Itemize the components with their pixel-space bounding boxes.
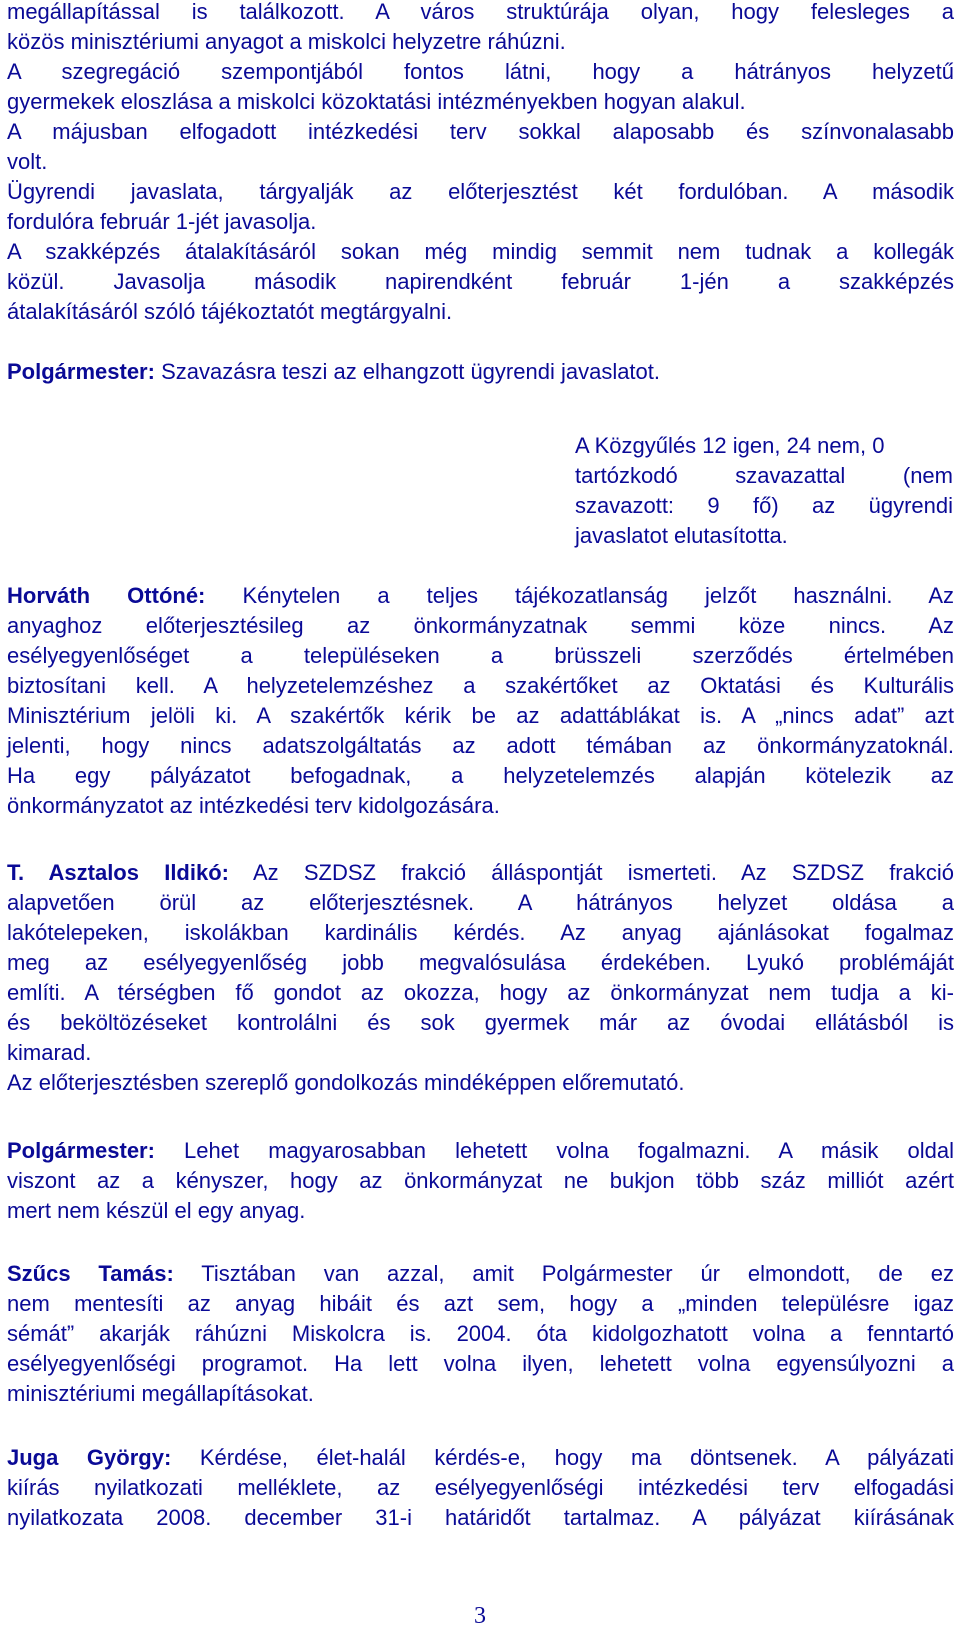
- juga-statement: [7, 1443, 954, 1533]
- vote-line: szavazott: 9 fő) az ügyrendi: [575, 493, 953, 518]
- vote-line: javaslatot elutasította.: [575, 523, 788, 548]
- mayor-statement-vote: [7, 357, 954, 387]
- text-line: T. Asztalos Ildikó: Az SZDSZ frakció álláspontját ismerteti. Az SZDSZ frakció: [7, 860, 954, 885]
- text-line: Az előterjesztésben szereplő gondolkozás mindéképpen előremutató.: [7, 1070, 685, 1095]
- speaker-name: Szűcs Tamás:: [7, 1261, 174, 1286]
- text-line: kiírás nyilatkozati melléklete, az esélyegyenlőségi intézkedési terv elfogadási: [7, 1475, 954, 1500]
- asztalos-statement: [7, 858, 954, 1098]
- text-line: minisztériumi megállapításokat.: [7, 1381, 314, 1406]
- vote-line: A Közgyűlés 12 igen, 24 nem, 0: [575, 433, 885, 458]
- speaker-name: Polgármester:: [7, 1138, 155, 1163]
- speaker-name: Horváth Ottóné:: [7, 583, 206, 608]
- text-line: átalakításáról szóló tájékoztatót megtárgyalni.: [7, 299, 453, 324]
- page-number: 3: [474, 1603, 486, 1629]
- text-line: mert nem készül el egy anyag.: [7, 1198, 306, 1223]
- speaker-name: Juga György:: [7, 1445, 172, 1470]
- text-line: fordulóra február 1-jét javasolja.: [7, 209, 317, 234]
- text-line: esélyegyenlőségi programot. Ha lett volna ilyen, lehetett volna egyensúlyozni a: [7, 1351, 954, 1376]
- text-line: megállapítással is találkozott. A város struktúrája olyan, hogy felesleges a: [7, 0, 954, 24]
- vote-line: tartózkodó szavazattal (nem: [575, 463, 953, 488]
- text-line: Ügyrendi javaslata, tárgyalják az előterjesztést két fordulóban. A második: [7, 179, 954, 204]
- speaker-name: Polgármester:: [7, 359, 155, 384]
- text-line: önkormányzatot az intézkedési terv kidolgozására.: [7, 793, 500, 818]
- vote-result: [575, 431, 953, 551]
- text-line: Horváth Ottóné: Kénytelen a teljes tájékozatlanság jelzőt használni. Az: [7, 583, 954, 608]
- text-line: Minisztérium jelöli ki. A szakértők kérik be az adattáblákat is. A „nincs adat” azt: [7, 703, 954, 728]
- text-line: kimarad.: [7, 1040, 92, 1065]
- text-line: volt.: [7, 149, 48, 174]
- statement-text: Szavazásra teszi az elhangzott ügyrendi javaslatot.: [154, 359, 661, 384]
- mayor-response: [7, 1136, 954, 1226]
- text-line: gyermekek eloszlása a miskolci közoktatási intézményekben hogyan alakul.: [7, 89, 746, 114]
- text-line: sémát” akarják ráhúzni Miskolcra is. 2004. óta kidolgozhatott volna a fenntartó: [7, 1321, 954, 1346]
- intro-paragraph: [7, 0, 954, 327]
- text-line: Szűcs Tamás: Tisztában van azzal, amit Polgármester úr elmondott, de ez: [7, 1261, 954, 1286]
- text-line: jelenti, hogy nincs adatszolgáltatás az adott témában az önkormányzatoknál.: [7, 733, 954, 758]
- text-line: meg az esélyegyenlőség jobb megvalósulása érdekében. Lyukó problémáját: [7, 950, 954, 975]
- text-line: alapvetően örül az előterjesztésnek. A hátrányos helyzet oldása a: [7, 890, 954, 915]
- horvath-statement: [7, 581, 954, 821]
- text-line: nem mentesíti az anyag hibáit és azt sem, hogy a „minden településre igaz: [7, 1291, 954, 1316]
- text-line: Juga György: Kérdése, élet-halál kérdés-e, hogy ma döntsenek. A pályázati: [7, 1445, 955, 1470]
- text-line: viszont az a kényszer, hogy az önkormányzat ne bukjon több száz milliót azért: [7, 1168, 954, 1193]
- text-line: A szegregáció szempontjából fontos látni, hogy a hátrányos helyzetű: [7, 59, 954, 84]
- text-line: említi. A térségben fő gondot az okozza, hogy az önkormányzat nem tudja a ki-: [7, 980, 954, 1005]
- text-line: lakótelepeken, iskolákban kardinális kérdés. Az anyag ajánlásokat fogalmaz: [7, 920, 954, 945]
- text-line: Polgármester: Lehet magyarosabban lehetett volna fogalmazni. A másik oldal: [7, 1138, 954, 1163]
- speaker-name: T. Asztalos Ildikó:: [7, 860, 229, 885]
- text-line: [7, 357, 954, 387]
- text-line: és beköltözéseket kontrolálni és sok gyermek már az óvodai ellátásból is: [7, 1010, 954, 1035]
- text-line: anyaghoz előterjesztésileg az önkormányzatnak semmi köze nincs. Az: [7, 613, 954, 638]
- text-line: esélyegyenlőséget a településeken a brüsszeli szerződés értelmében: [7, 643, 954, 668]
- text-line: A szakképzés átalakításáról sokan még mindig semmit nem tudnak a kollegák: [7, 239, 954, 264]
- text-line: közös minisztériumi anyagot a miskolci helyzetre ráhúzni.: [7, 29, 566, 54]
- text-line: közül. Javasolja második napirendként február 1-jén a szakképzés: [7, 269, 954, 294]
- szucs-statement: [7, 1259, 954, 1409]
- text-line: A májusban elfogadott intézkedési terv sokkal alaposabb és színvonalasabb: [7, 119, 954, 144]
- text-line: nyilatkozata 2008. december 31-i határidőt tartalmaz. A pályázat kiírásának: [7, 1505, 954, 1530]
- text-line: biztosítani kell. A helyzetelemzéshez a szakértőket az Oktatási és Kulturális: [7, 673, 954, 698]
- text-line: Ha egy pályázatot befogadnak, a helyzetelemzés alapján kötelezik az: [7, 763, 954, 788]
